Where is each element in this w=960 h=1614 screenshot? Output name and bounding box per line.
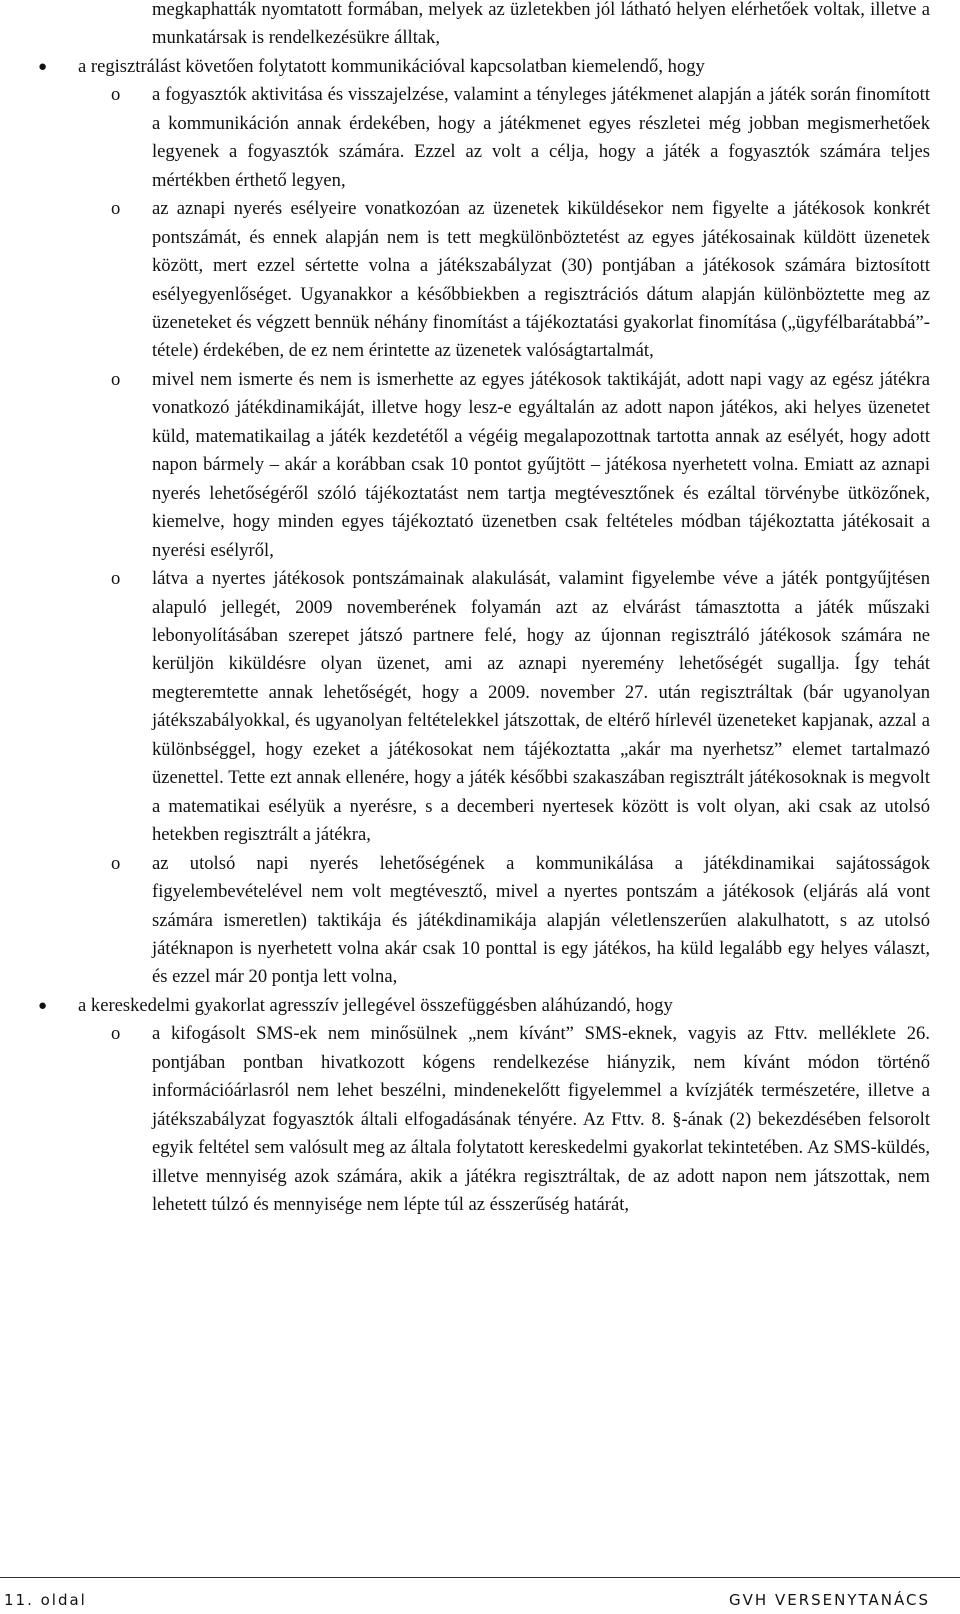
sub-item-text: mivel nem ismerte és nem is ismerhette az egyes játékosok taktikáját, adott napi vagy az egész játékra vonatkozó játékdinamikáját, illetve hogy lesz-e egyáltalán az adott napon játékos, aki helyes üzenetet küld, matematikailag a játék kezdetétől a végéig megalapozottnak tartotta annak az esélyét, hogy adott napon bármely – akár a korábban csak 10 pontot gyűjtött – játékosa nyerhetett volna. Emiatt az aznapi nyerés lehetőségéről szóló tájékoztatást nem tartja megtévesztőnek és ezáltal törvénybe ütközőnek, kiemelve, hogy minden egyes tájékoztató üzenetben csak feltételes módban tájékoztatta játékosait a nyerési esélyről, bbox=[152, 368, 930, 561]
sub-item-text: a fogyasztók aktivitása és visszajelzése, valamint a tényleges játékmenet alapján a játék során finomított a kommunikáción annak érdekében, hogy a játékmenet egyes részletei még jobban megismerhetőek legyenek a fogyasztók számára. Ezzel az volt a célja, hogy a játék a fogyasztók számára teljes mértékben érthető legyen, bbox=[152, 84, 930, 191]
bullet-text: a regisztrálást követően folytatott kommunikációval kapcsolatban kiemelendő, hogy bbox=[78, 55, 705, 77]
sub-item-text: az aznapi nyerés esélyeire vonatkozóan az üzenetek kiküldésekor nem figyelte a játékosok konkrét pontszámát, és ennek alapján nem is tett megkülönböztetést az egyes játékosainak küldött üzenetek között, mert ezzel sértette volna a játékszabályzat (30) pontjában a játékosok számára biztosított esélyegyenlőséget. Ugyanakkor a későbbiekben a regisztrációs dátum alapján különböztette meg az üzeneteket és végzett bennük néhány finomítást a tájékoztatási gyakorlat finomítása („ügyfélbarátabbá”-tétele) érdekében, de ez nem érintette az üzenetek valóságtartalmát, bbox=[152, 198, 930, 362]
sub-item bbox=[0, 565, 960, 850]
sub-item bbox=[0, 195, 960, 366]
bullet-text: a kereskedelmi gyakorlat agresszív jellegével összefüggésben aláhúzandó, hogy bbox=[78, 994, 673, 1016]
page-number: 11. oldal bbox=[4, 1591, 87, 1609]
sub-item bbox=[0, 1020, 960, 1219]
sub-item bbox=[0, 366, 960, 565]
sub-bullet-icon: o bbox=[111, 84, 121, 106]
sub-item bbox=[0, 81, 960, 195]
bullet-item-aggressive bbox=[0, 992, 960, 1020]
sub-bullet-icon: o bbox=[111, 198, 121, 220]
organization-label: GVH VERSENYTANÁCS bbox=[729, 1591, 930, 1609]
sub-item-text: látva a nyertes játékosok pontszámainak alakulását, valamint figyelembe véve a játék pontgyűjtésen alapuló jellegét, 2009 novemberének folyamán azt az elvárást támasztotta a játék műszaki lebonyolításában szerepet játszó partnere felé, hogy az újonnan regisztráló játékosok számára ne kerüljön kiküldésre olyan üzenet, ami az aznapi nyeremény lehetőségét sugallja. Így tehát megteremtette annak lehetőségét, hogy a 2009. november 27. után regisztráltak (bár ugyanolyan játékszabályokkal, és ugyanolyan feltételekkel játszottak, de eltérő hírlevél üzeneteket kapjanak, azzal a különbséggel, hogy ezeket a játékosokat nem tájékoztatta „akár ma nyerhetsz” elemet tartalmazó üzenettel. Tette ezt annak ellenére, hogy a játék későbbi szakaszában regisztrált játékosoknak is megvolt a matematikai esélyük a nyerésre, s a decemberi nyertesek között is volt olyan, aki csak az utolsó hetekben regisztrált a játékra, bbox=[152, 568, 930, 846]
sub-item-text: az utolsó napi nyerés lehetőségének a kommunikálása a játékdinamikai sajátosságok figyelembevételével nem volt megtévesztő, mivel a nyertes pontszám a játékosok (eljárás alá vont számára ismeretlen) taktikája és játékdinamikája alapján véletlenszerűen alakulhatott, s az utolsó játéknapon is nyerhetett volna akár csak 10 ponttal is egy játékos, ha küld legalább egy helyes választ, és ezzel már 20 pontja lett volna, bbox=[152, 852, 930, 988]
sub-bullet-icon: o bbox=[111, 852, 121, 874]
sub-bullet-icon: o bbox=[111, 568, 121, 590]
sub-bullet-icon: o bbox=[111, 1023, 121, 1045]
bullet-icon: ● bbox=[38, 58, 48, 75]
continuation-paragraph: megkaphatták nyomtatott formában, melyek az üzletekben jól látható helyen elérhetőek voltak, illetve a munkatársak is rendelkezésükre álltak, bbox=[152, 0, 930, 49]
sub-item bbox=[0, 850, 960, 992]
bullet-icon: ● bbox=[38, 997, 48, 1014]
footer-divider bbox=[0, 1577, 960, 1578]
bullet-item-communication bbox=[0, 53, 960, 81]
sub-item-text: a kifogásolt SMS-ek nem minősülnek „nem kívánt” SMS-eknek, vagyis az Fttv. melléklete 26. pontjában pontban hivatkozott kógens rendelkezése hiányzik, nem kívánt módon történő információárlasról nem lehet beszélni, mindenekelőtt figyelemmel a kvízjáték természetére, illetve a játékszabályzat fogyasztók általi elfogadásának tényére. Az Fttv. 8. §-ának (2) bekezdésében felsorolt egyik feltétel sem valósult meg az általa folytatott kereskedelmi gyakorlat tekintetében. Az SMS-küldés, illetve mennyiség azok számára, akik a játékra regisztráltak, de az adott napon nem játszottak, nem lehetett túlzó és mennyisége nem lépte túl az ésszerűség határát, bbox=[152, 1023, 930, 1216]
sub-bullet-icon: o bbox=[111, 368, 121, 390]
